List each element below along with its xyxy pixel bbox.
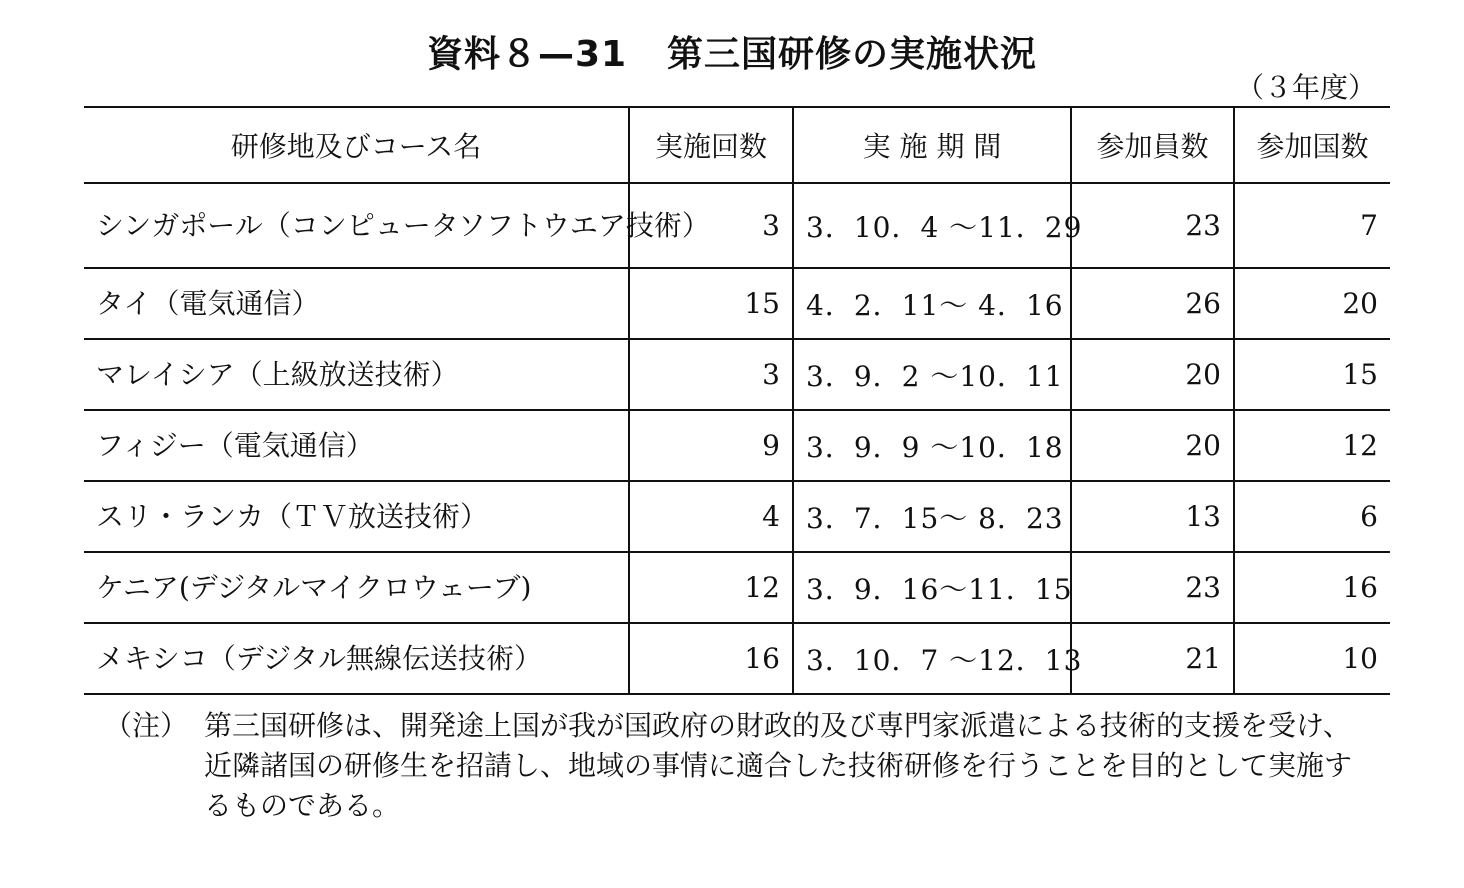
header-participants: 参加員数 xyxy=(1071,107,1234,183)
header-count: 実施回数 xyxy=(629,107,793,183)
cell-course: フィジー（電気通信） xyxy=(84,410,629,481)
table-header-row xyxy=(84,107,1390,183)
cell-period: 3．9．16～11．15 xyxy=(793,552,1071,623)
cell-participants: 20 xyxy=(1071,339,1234,410)
cell-count: 3 xyxy=(629,183,793,268)
table-row xyxy=(84,481,1390,552)
cell-participants: 13 xyxy=(1071,481,1234,552)
cell-period: 4．2．11～ 4．16 xyxy=(793,268,1071,339)
cell-course: スリ・ランカ（ＴＶ放送技術） xyxy=(84,481,629,552)
cell-course: マレイシア（上級放送技術） xyxy=(84,339,629,410)
cell-countries: 7 xyxy=(1234,183,1390,268)
cell-countries: 10 xyxy=(1234,623,1390,694)
cell-course: シンガポール（コンピュータソフトウエア技術） xyxy=(84,183,629,268)
fiscal-year-unit: （３年度） xyxy=(1235,71,1376,104)
cell-countries: 20 xyxy=(1234,268,1390,339)
footnote-text: 第三国研修は、開発途上国が我が国政府の財政的及び専門家派遣による技術的支援を受け、近隣諸国の研修生を招請し、地域の事情に適合した技術研修を行うことを目的として実施するものである。 xyxy=(204,709,1353,822)
table-row xyxy=(84,623,1390,694)
table-row xyxy=(84,183,1390,268)
table-row xyxy=(84,552,1390,623)
table-row xyxy=(84,339,1390,410)
cell-period: 3．7．15～ 8．23 xyxy=(793,481,1071,552)
cell-course: タイ（電気通信） xyxy=(84,268,629,339)
cell-countries: 12 xyxy=(1234,410,1390,481)
cell-period: 3．9．9 ～10．18 xyxy=(793,410,1071,481)
table-row xyxy=(84,268,1390,339)
cell-period: 3．9．2 ～10．11 xyxy=(793,339,1071,410)
cell-count: 12 xyxy=(629,552,793,623)
cell-count: 16 xyxy=(629,623,793,694)
footnote-label: （注） xyxy=(104,709,189,742)
cell-count: 15 xyxy=(629,268,793,339)
cell-participants: 21 xyxy=(1071,623,1234,694)
cell-participants: 20 xyxy=(1071,410,1234,481)
training-table xyxy=(84,106,1390,695)
cell-course: ケニア(デジタルマイクロウェーブ) xyxy=(84,552,629,623)
cell-course: メキシコ（デジタル無線伝送技術） xyxy=(84,623,629,694)
cell-count: 4 xyxy=(629,481,793,552)
header-period: 実 施 期 間 xyxy=(793,107,1071,183)
cell-participants: 23 xyxy=(1071,552,1234,623)
cell-count: 3 xyxy=(629,339,793,410)
cell-participants: 26 xyxy=(1071,268,1234,339)
cell-period: 3．10．7 ～12．13 xyxy=(793,623,1071,694)
cell-period: 3．10．4 ～11．29 xyxy=(793,183,1071,268)
cell-participants: 23 xyxy=(1071,183,1234,268)
cell-countries: 16 xyxy=(1234,552,1390,623)
cell-countries: 15 xyxy=(1234,339,1390,410)
cell-count: 9 xyxy=(629,410,793,481)
document-title-text: 第三国研修の実施状況 xyxy=(667,34,1038,75)
header-countries: 参加国数 xyxy=(1234,107,1390,183)
cell-countries: 6 xyxy=(1234,481,1390,552)
table-row xyxy=(84,410,1390,481)
header-course: 研修地及びコース名 xyxy=(84,107,629,183)
footnote xyxy=(104,706,1374,826)
document-code: 資料８—31 xyxy=(426,34,628,75)
